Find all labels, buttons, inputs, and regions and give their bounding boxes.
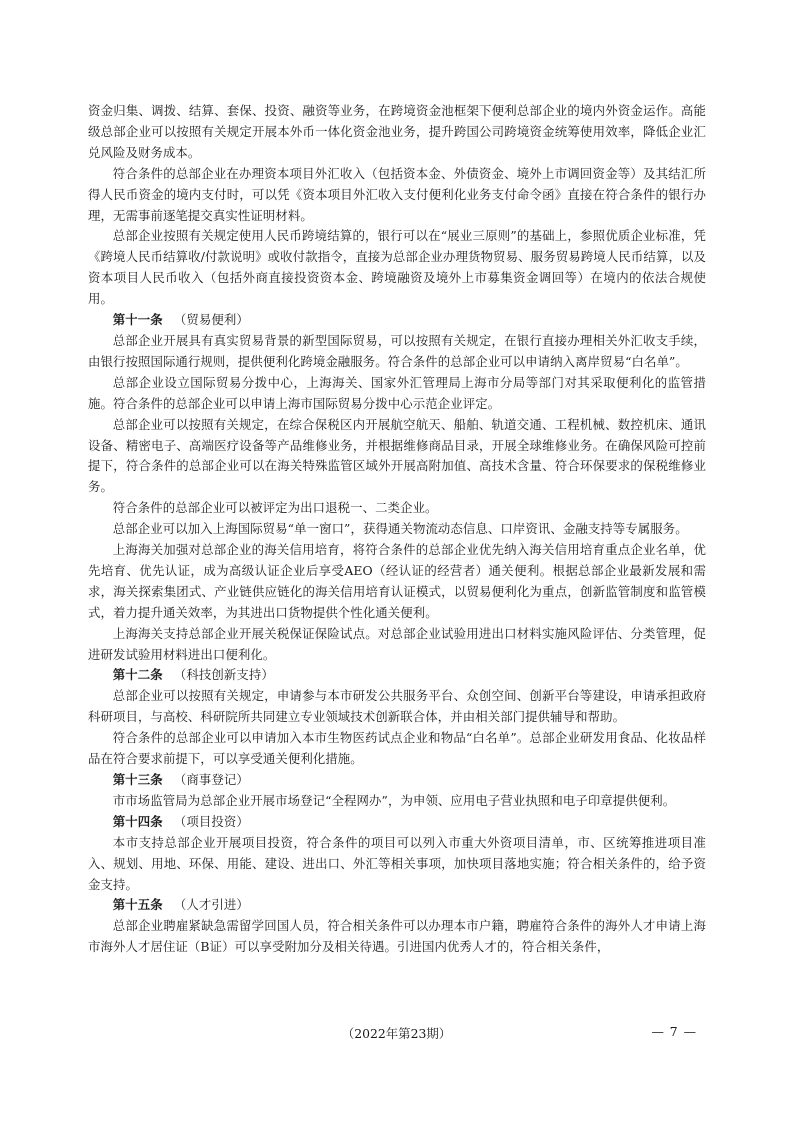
- body-paragraph: 市市场监管局为总部企业开展市场登记“全程网办”，为申领、应用电子营业执照和电子印章提供便利。: [112, 792, 676, 808]
- body-paragraph: 符合条件的总部企业可以申请加入本市生物医药试点企业和物品“白名单”。总部企业研发用食品、化妆品样品在符合要求前提下，可以享受通关便利化措施。: [88, 730, 706, 767]
- page-number: — 7 —: [651, 1024, 697, 1039]
- article-subject: （人才引进）: [173, 897, 249, 913]
- body-paragraph: 总部企业可以加入上海国际贸易“单一窗口”，获得通关物流动态信息、口岸资讯、金融支持等专属服务。: [112, 521, 688, 537]
- body-paragraph: 上海海关加强对总部企业的海关信用培育，将符合条件的总部企业优先纳入海关信用培育重点企业名单，优先培育、优先认证，成为高级认证企业后享受AEO（经认证的经营者）通关便利。根据总部企业最新发展和需求，海关探索集团式、产业链供应链化的海关信用培育认证模式，以贸易便利化为重点，创新监管制度和监管模式，着力提升通关效率，为其进出口货物提供个性化通关便利。: [88, 542, 706, 620]
- article-number: 第十一条: [112, 312, 163, 328]
- article-subject: （科技创新支持）: [173, 667, 274, 683]
- article-subject: （项目投资）: [173, 813, 249, 829]
- body-paragraph: 符合条件的总部企业在办理资本项目外汇收入（包括资本金、外债资金、境外上市调回资金等）及其结汇所得人民币资金的境内支付时，可以凭《资本项目外汇收入支付便利化业务支付命令函》直接在符合条件的银行办理，无需事前逐笔提交真实性证明材料。: [88, 165, 706, 223]
- body-paragraph: 本市支持总部企业开展项目投资，符合条件的项目可以列入市重大外资项目清单，市、区统筹推进项目准入、规划、用地、环保、用能、建设、进出口、外汇等相关事项，加快项目落地实施；符合相关条件的，给予资金支持。: [88, 834, 706, 892]
- body-paragraph: 总部企业开展具有真实贸易背景的新型国际贸易，可以按照有关规定，在银行直接办理相关外汇收支手续，由银行按照国际通行规则，提供便利化跨境金融服务。符合条件的总部企业可以申请纳入离岸贸易“白名单”。: [88, 332, 706, 369]
- article-subject: （商事登记）: [173, 772, 249, 787]
- body-paragraph: 总部企业聘雇紧缺急需留学回国人员，符合相关条件可以办理本市户籍，聘雇符合条件的海外人才申请上海市海外人才居住证（B证）可以享受附加分及相关待遇。引进国内优秀人才的，符合相关条件，: [88, 918, 706, 955]
- article-heading: [88, 770, 706, 791]
- article-heading: [88, 665, 706, 686]
- page-footer: [0, 1024, 793, 1042]
- article-heading: [88, 895, 706, 916]
- document-body: [88, 101, 706, 958]
- article-number: 第十三条: [112, 772, 163, 787]
- body-paragraph: 总部企业可以按照有关规定，在综合保税区内开展航空航天、船舶、轨道交通、工程机械、数控机床、通讯设备、精密电子、高端医疗设备等产品维修业务，并根据维修商品目录，开展全球维修业务。在确保风险可控前提下，符合条件的总部企业可以在海关特殊监管区域外开展高附加值、高技术含量、符合环保要求的保税维修业务。: [88, 416, 706, 495]
- body-paragraph: 总部企业可以按照有关规定，申请参与本市研发公共服务平台、众创空间、创新平台等建设，申请承担政府科研项目，与高校、科研院所共同建立专业领域技术创新联合体，并由相关部门提供辅导和帮助。: [88, 688, 706, 725]
- body-paragraph: 总部企业设立国际贸易分拨中心，上海海关、国家外汇管理局上海市分局等部门对其采取便利化的监管措施。符合条件的总部企业可以申请上海市国际贸易分拨中心示范企业评定。: [88, 374, 706, 411]
- article-number: 第十四条: [112, 813, 163, 829]
- article-number: 第十五条: [112, 897, 163, 913]
- article-heading: [88, 310, 706, 331]
- article-subject: （贸易便利）: [173, 312, 249, 328]
- article-number: 第十二条: [112, 667, 163, 683]
- body-paragraph: 总部企业按照有关规定使用人民币跨境结算的，银行可以在“展业三原则”的基础上，参照优质企业标准，凭《跨境人民币结算收/付款说明》或收付款指令，直接为总部企业办理货物贸易、服务贸易跨境人民币结算，以及资本项目人民币收入（包括外商直接投资资本金、跨境融资及境外上市募集资金调回等）在境内的依法合规使用。: [88, 228, 706, 307]
- body-paragraph: 上海海关支持总部企业开展关税保证保险试点。对总部企业试验用进出口材料实施风险评估、分类管理，促进研发试验用材料进出口便利化。: [88, 625, 706, 662]
- article-heading: [88, 812, 706, 833]
- body-paragraph: 资金归集、调拨、结算、套保、投资、融资等业务，在跨境资金池框架下便利总部企业的境内外资金运作。高能级总部企业可以按照有关规定开展本外币一体化资金池业务，提升跨国公司跨境资金统筹使用效率，降低企业汇兑风险及财务成本。: [88, 103, 706, 160]
- body-paragraph: 符合条件的总部企业可以被评定为出口退税一、二类企业。: [112, 500, 438, 516]
- issue-label: （2022年第23期）: [341, 1026, 452, 1041]
